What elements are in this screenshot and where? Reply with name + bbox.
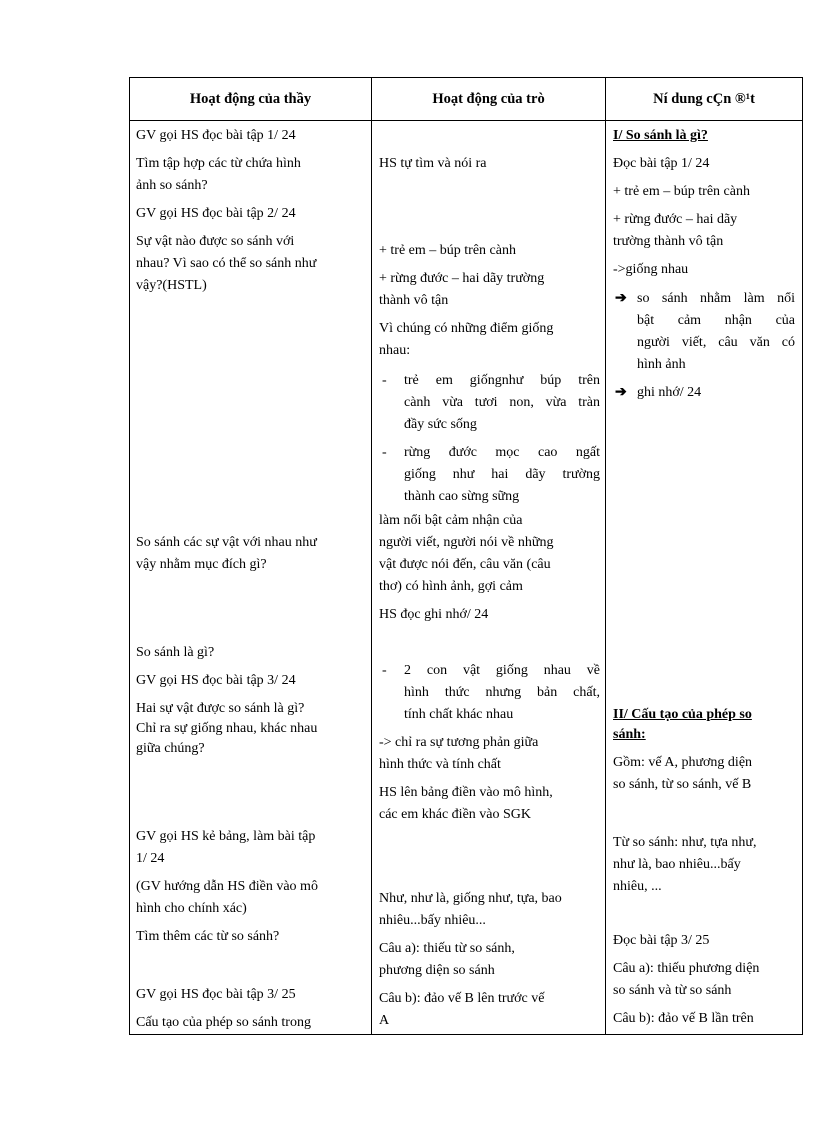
lesson-table [129,77,803,1035]
bullet-dash: - [382,373,387,388]
arrow-icon: ➔ [615,291,627,306]
student-line: -> chỉ ra sự tương phản giữa [379,735,539,750]
student-line: + rừng đước – hai dãy trường [379,271,545,286]
arrow-icon: ➔ [615,385,627,400]
content-line: Gồm: vế A, phương diện [613,755,753,770]
teacher-line: vậy?(HSTL) [136,278,207,293]
student-line: phương diện so sánh [379,963,495,978]
teacher-line: GV gọi HS đọc bài tập 2/ 24 [136,206,296,221]
teacher-line: Hai sự vật được so sánh là gì? [136,701,305,716]
student-line: Câu b): đảo vế B lên trước vế [379,991,545,1006]
student-line: HS tự tìm và nói ra [379,156,487,171]
content-line: bật cảm nhận của [637,313,795,328]
student-line: đầy sức sống [404,417,477,432]
teacher-line: So sánh là gì? [136,645,215,660]
student-line: 2 con vật giống nhau về [404,663,600,678]
section-heading: I/ So sánh là gì? [613,128,708,143]
student-line: giống như hai dãy trường [404,467,600,482]
student-line: Câu a): thiếu từ so sánh, [379,941,515,956]
student-line: hình thức nhưng bản chất, [404,685,600,700]
student-line: cành vừa tươi non, vừa tràn [404,395,600,410]
student-line: vật được nói đến, câu văn (câu [379,557,551,572]
header-content: Ní dung cÇn ®¹t [653,90,755,107]
content-line: Câu b): đảo vế B lần trên [613,1011,754,1026]
teacher-line: nhau? Vì sao có thể so sánh như [136,256,317,271]
teacher-line: So sánh các sự vật với nhau như [136,535,317,550]
student-line: nhau: [379,343,411,358]
teacher-line: Sự vật nào được so sánh với [136,234,295,249]
student-line: Như, như là, giống như, tựa, bao [379,891,562,906]
student-line: Vì chúng có những điểm giống [379,321,554,336]
column-divider [605,78,606,1034]
student-line: hình thức và tính chất [379,757,501,772]
header-divider [130,120,802,121]
section-heading: sánh: [613,727,646,742]
teacher-line: GV gọi HS đọc bài tập 3/ 25 [136,987,296,1002]
content-line: so sánh, từ so sánh, vế B [613,777,752,792]
student-line: HS lên bảng điền vào mô hình, [379,785,553,800]
content-line: so sánh nhằm làm nổi [637,291,795,306]
student-line: tính chất khác nhau [404,707,514,722]
student-line: người viết, người nói về những [379,535,554,550]
content-line: Câu a): thiếu phương diện [613,961,760,976]
section-heading: II/ Cấu tạo của phép so [613,707,752,722]
content-line: + rừng đước – hai dãy [613,212,738,227]
student-line: trẻ em giốngnhư búp trên [404,373,600,388]
teacher-line: GV gọi HS kẻ bảng, làm bài tập [136,829,316,844]
column-divider [371,78,372,1034]
teacher-line: Chỉ ra sự giống nhau, khác nhau [136,721,318,736]
student-line: thành cao sừng sững [404,489,520,504]
teacher-line: Tìm thêm các từ so sánh? [136,929,280,944]
student-line: làm nổi bật cảm nhận của [379,513,523,528]
teacher-line: ảnh so sánh? [136,178,208,193]
student-line: các em khác điền vào SGK [379,807,531,822]
teacher-line: Cấu tạo của phép so sánh trong [136,1015,311,1030]
content-line: ->giống nhau [613,262,689,277]
content-line: Đọc bài tập 1/ 24 [613,156,710,171]
teacher-line: Tìm tập hợp các từ chứa hình [136,156,301,171]
header-teacher: Hoạt động của thầy [189,90,312,107]
content-line: trường thành vô tận [613,234,724,249]
content-line: Đọc bài tập 3/ 25 [613,933,710,948]
content-line: + trẻ em – búp trên cành [613,184,750,199]
student-line: + trẻ em – búp trên cành [379,243,516,258]
teacher-line: 1/ 24 [136,851,165,866]
content-line: như là, bao nhiêu...bấy [613,857,741,872]
content-line: Từ so sánh: như, tựa như, [613,835,757,850]
student-line: nhiêu...bấy nhiêu... [379,913,486,928]
student-line: HS đọc ghi nhớ/ 24 [379,607,489,622]
teacher-line: giữa chúng? [136,741,205,756]
teacher-line: (GV hướng dẫn HS điền vào mô [136,879,318,894]
student-line: thơ) có hình ảnh, gợi cảm [379,579,523,594]
teacher-line: GV gọi HS đọc bài tập 3/ 24 [136,673,296,688]
bullet-dash: - [382,663,387,678]
content-line: người viết, câu văn có [637,335,795,350]
student-line: rừng đước mọc cao ngất [404,445,600,460]
student-line: thành vô tận [379,293,449,308]
content-line: hình ảnh [637,357,686,372]
header-student: Hoạt động của trò [432,90,545,107]
teacher-line: GV gọi HS đọc bài tập 1/ 24 [136,128,296,143]
teacher-line: vậy nhằm mục đích gì? [136,557,267,572]
content-line: so sánh và từ so sánh [613,983,732,998]
content-line: nhiêu, ... [613,879,662,894]
content-line: ghi nhớ/ 24 [637,385,702,400]
student-line: A [379,1013,390,1028]
teacher-line: hình cho chính xác) [136,901,247,916]
bullet-dash: - [382,445,387,460]
